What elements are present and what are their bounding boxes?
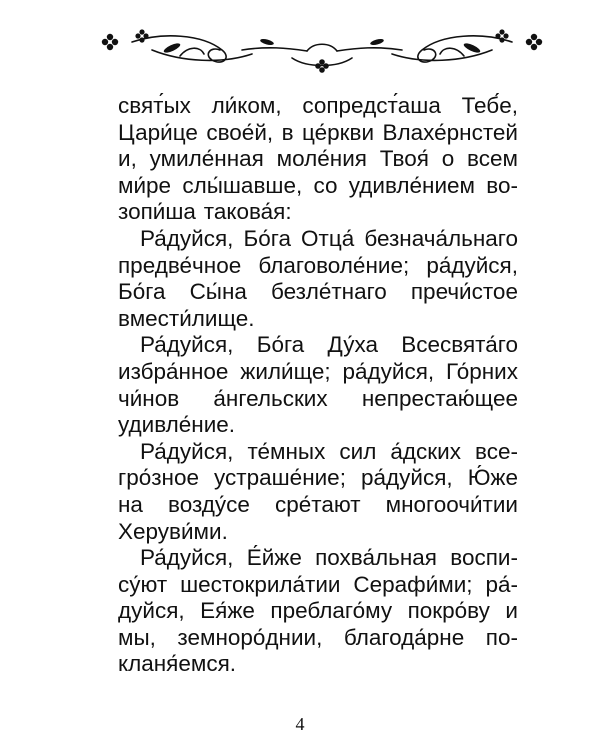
- word: Ра́дуйся,: [140, 438, 234, 464]
- word: такова́я:: [203, 199, 292, 225]
- word: Го́рних: [446, 358, 518, 384]
- word: Ду́ха: [327, 332, 378, 358]
- word: в: [281, 119, 294, 145]
- word: шестокрила́тии: [180, 571, 341, 597]
- word: сре́тают: [275, 491, 361, 517]
- word: жили́ще;: [240, 358, 331, 384]
- word: благоволе́ние;: [258, 252, 410, 278]
- word: сопредст́аша: [302, 93, 441, 118]
- word: мы,: [118, 624, 156, 650]
- word: Херуви́ми.: [118, 518, 228, 544]
- word: покро́ву: [407, 598, 490, 624]
- word: ра́дуйся,: [342, 358, 435, 384]
- text-line: [118, 120, 518, 147]
- word: Теб́е,: [461, 93, 518, 118]
- text-line: [118, 412, 518, 439]
- word: воспи-: [450, 545, 518, 571]
- text-line: [118, 386, 518, 413]
- word: свят́ых: [118, 93, 191, 118]
- word: возду́се: [168, 491, 250, 517]
- word: ра́-: [485, 571, 518, 597]
- word: Бо́га: [256, 332, 305, 358]
- word: со: [313, 172, 338, 198]
- text-line: [118, 545, 518, 572]
- word: вмести́лище.: [118, 305, 255, 331]
- text-line: [118, 199, 518, 226]
- word: Бо́га: [243, 225, 291, 251]
- word: предве́чное: [118, 252, 242, 278]
- word: непрестаю́щее: [361, 385, 518, 411]
- word: а́нгельских: [213, 385, 328, 411]
- word: безнача́льнаго: [364, 225, 518, 251]
- text-line: [118, 332, 518, 359]
- word: Серафи́ми;: [353, 571, 473, 597]
- word: чи́нов: [118, 385, 180, 411]
- word: а́дских: [390, 438, 461, 464]
- prayer-text: [118, 93, 518, 678]
- word: Влахе́рнстей: [382, 119, 518, 145]
- word: дуйся,: [118, 598, 185, 624]
- word: удивле́нием: [348, 172, 476, 198]
- text-line: [118, 173, 518, 200]
- word: многоочи́тии: [385, 491, 518, 517]
- word: преблаго́му: [270, 598, 393, 624]
- text-line: [118, 572, 518, 599]
- word: земноро́днии,: [177, 624, 323, 650]
- word: Ю́же: [467, 465, 518, 491]
- text-line: [118, 253, 518, 280]
- word: пречи́стое: [410, 279, 518, 305]
- word: слы́шавше,: [182, 172, 303, 198]
- word: Ея́же: [200, 598, 255, 624]
- word: во-: [486, 172, 518, 198]
- word: Цари́це: [118, 119, 198, 145]
- text-line: [118, 146, 518, 173]
- word: Е́йже: [246, 545, 302, 571]
- text-line: [118, 519, 518, 546]
- word: ми́ре: [118, 172, 172, 198]
- text-line: [118, 439, 518, 466]
- word: Твоя́: [379, 146, 429, 172]
- word: су́ют: [118, 571, 168, 597]
- floral-headpiece-icon: [92, 28, 552, 74]
- word: свое́й,: [206, 119, 274, 145]
- word: Всесвята́го: [401, 332, 518, 358]
- word: и,: [118, 146, 137, 172]
- word: по-: [485, 624, 518, 650]
- word: безле́тнаго: [270, 279, 387, 305]
- word: умиле́нная: [149, 146, 264, 172]
- word: Ра́дуйся,: [140, 332, 234, 358]
- word: ра́дуйся,: [426, 252, 518, 278]
- word: избра́нное: [118, 358, 229, 384]
- word: благода́рне: [343, 624, 465, 650]
- word: всем: [467, 146, 518, 172]
- word: устраше́ние;: [214, 465, 346, 491]
- word: ли́ком,: [211, 93, 282, 118]
- word: гро́зное: [118, 465, 200, 491]
- text-line: [118, 465, 518, 492]
- word: зопи́ша: [118, 199, 196, 225]
- text-line: [118, 359, 518, 386]
- word: те́мных: [247, 438, 326, 464]
- text-line: [118, 651, 518, 678]
- text-line: [118, 598, 518, 625]
- word: о: [441, 146, 455, 172]
- text-line: [118, 625, 518, 652]
- word: Ра́дуйся,: [140, 225, 234, 251]
- word: моле́ния: [276, 146, 367, 172]
- page-number: 4: [295, 714, 305, 734]
- word: Ра́дуйся,: [140, 545, 234, 571]
- text-line: [118, 226, 518, 253]
- text-line: [118, 492, 518, 519]
- word: все-: [475, 438, 518, 464]
- text-line: [118, 93, 518, 120]
- text-line: [118, 306, 518, 333]
- text-line: [118, 279, 518, 306]
- word: Сы́на: [189, 279, 247, 305]
- word: удивле́ние.: [118, 412, 236, 438]
- word: сил: [339, 438, 377, 464]
- word: Отца́: [301, 225, 355, 251]
- word: на: [118, 491, 143, 517]
- word: кланя́емся.: [118, 651, 237, 677]
- word: похва́льная: [315, 545, 437, 571]
- word: и: [505, 598, 518, 624]
- word: ра́дуйся,: [360, 465, 453, 491]
- word: це́ркви: [302, 119, 375, 145]
- word: Бо́га: [118, 279, 166, 305]
